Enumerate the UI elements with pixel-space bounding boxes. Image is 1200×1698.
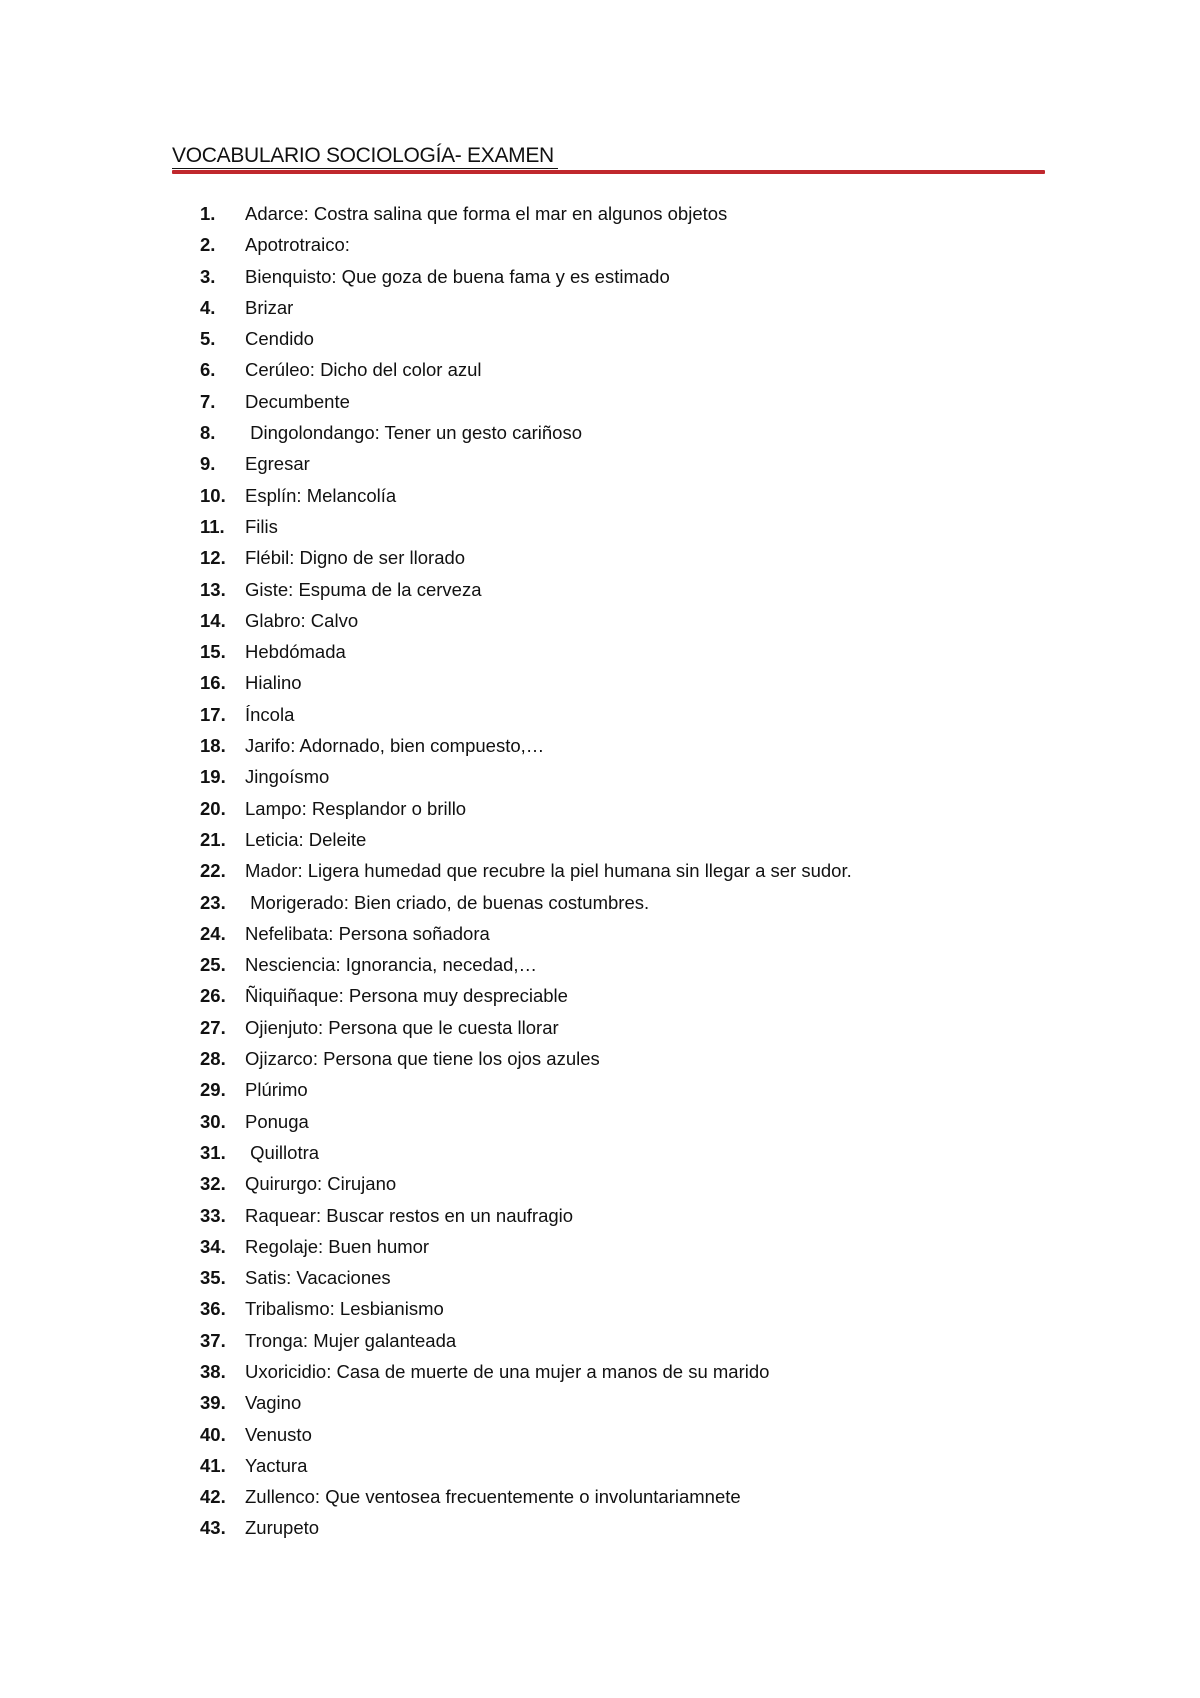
list-item-text: Decumbente bbox=[245, 390, 350, 412]
list-item-text: Nesciencia: Ignorancia, necedad,… bbox=[245, 954, 538, 976]
list-item-text: Jingoísmo bbox=[245, 766, 330, 788]
list-item-text: Raquear: Buscar restos en un naufragio bbox=[245, 1204, 574, 1226]
list-item-text: Apotrotraico: bbox=[245, 234, 350, 256]
list-item bbox=[200, 198, 852, 229]
list-item bbox=[200, 1419, 852, 1450]
list-item-number: 13. bbox=[200, 578, 226, 600]
list-item bbox=[200, 511, 852, 542]
list-item bbox=[200, 229, 852, 260]
list-item-text: Leticia: Deleite bbox=[245, 828, 367, 850]
list-item bbox=[200, 1200, 852, 1231]
list-item-number: 34. bbox=[200, 1235, 226, 1257]
list-item-number: 31. bbox=[200, 1141, 226, 1163]
list-item bbox=[200, 855, 852, 886]
list-item bbox=[200, 1074, 852, 1105]
list-item bbox=[200, 949, 852, 980]
list-item-number: 41. bbox=[200, 1454, 226, 1476]
list-item bbox=[200, 480, 852, 511]
list-item-number: 11. bbox=[200, 515, 225, 537]
list-item bbox=[200, 887, 852, 918]
list-item-number: 16. bbox=[200, 672, 226, 694]
list-item bbox=[200, 699, 852, 730]
list-item-number: 4. bbox=[200, 296, 216, 318]
list-item-text: Morigerado: Bien criado, de buenas costumbres. bbox=[245, 891, 650, 913]
list-item-number: 5. bbox=[200, 328, 216, 350]
list-item bbox=[200, 292, 852, 323]
list-item-text: Mador: Ligera humedad que recubre la piel humana sin llegar a ser sudor. bbox=[245, 860, 852, 882]
list-item-text: Filis bbox=[245, 515, 278, 537]
list-item-text: Cendido bbox=[245, 328, 314, 350]
list-item bbox=[200, 1356, 852, 1387]
list-item-text: Esplín: Melancolía bbox=[245, 484, 397, 506]
list-item bbox=[200, 1387, 852, 1418]
list-item-text: Ñiquiñaque: Persona muy despreciable bbox=[245, 985, 568, 1007]
list-item-text: Tribalismo: Lesbianismo bbox=[245, 1298, 444, 1320]
list-item-number: 10. bbox=[200, 484, 226, 506]
list-item-text: Tronga: Mujer galanteada bbox=[245, 1329, 457, 1351]
list-item bbox=[200, 1450, 852, 1481]
list-item-text: Jarifo: Adornado, bien compuesto,… bbox=[245, 735, 545, 757]
list-item-number: 43. bbox=[200, 1517, 226, 1539]
title-underline bbox=[172, 168, 558, 169]
list-item-text: Hebdómada bbox=[245, 641, 346, 663]
list-item-text: Zullenco: Que ventosea frecuentemente o involuntariamnete bbox=[245, 1486, 741, 1508]
list-item-number: 39. bbox=[200, 1392, 226, 1414]
list-item bbox=[200, 417, 852, 448]
list-item-text: Flébil: Digno de ser llorado bbox=[245, 547, 466, 569]
list-item bbox=[200, 574, 852, 605]
list-item-text: Nefelibata: Persona soñadora bbox=[245, 922, 490, 944]
list-item bbox=[200, 261, 852, 292]
list-item bbox=[200, 980, 852, 1011]
list-item bbox=[200, 1137, 852, 1168]
list-item-number: 21. bbox=[200, 828, 226, 850]
list-item-text: Quirurgo: Cirujano bbox=[245, 1173, 397, 1195]
list-item bbox=[200, 354, 852, 385]
list-item-number: 26. bbox=[200, 985, 226, 1007]
list-item-number: 19. bbox=[200, 766, 226, 788]
list-item-text: Zurupeto bbox=[245, 1517, 320, 1539]
list-item-text: Satis: Vacaciones bbox=[245, 1267, 391, 1289]
list-item bbox=[200, 1106, 852, 1137]
list-item bbox=[200, 605, 852, 636]
list-item-text: Dingolondango: Tener un gesto cariñoso bbox=[245, 422, 583, 444]
list-item-text: Regolaje: Buen humor bbox=[245, 1235, 430, 1257]
list-item bbox=[200, 1168, 852, 1199]
list-item-text: Quillotra bbox=[245, 1141, 320, 1163]
list-item-text: Uxoricidio: Casa de muerte de una mujer a manos de su marido bbox=[245, 1360, 770, 1382]
list-item-number: 30. bbox=[200, 1110, 226, 1132]
list-item-text: Bienquisto: Que goza de buena fama y es estimado bbox=[245, 265, 670, 287]
list-item-text: Venusto bbox=[245, 1423, 312, 1445]
list-item bbox=[200, 918, 852, 949]
list-item bbox=[200, 542, 852, 573]
list-item bbox=[200, 1262, 852, 1293]
list-item-text: Ojienjuto: Persona que le cuesta llorar bbox=[245, 1016, 559, 1038]
list-item bbox=[200, 1293, 852, 1324]
list-item-number: 25. bbox=[200, 954, 226, 976]
list-item-number: 29. bbox=[200, 1079, 226, 1101]
list-item-number: 12. bbox=[200, 547, 226, 569]
list-item-number: 33. bbox=[200, 1204, 226, 1226]
list-item-number: 40. bbox=[200, 1423, 226, 1445]
list-item bbox=[200, 730, 852, 761]
list-item-number: 32. bbox=[200, 1173, 226, 1195]
list-item bbox=[200, 824, 852, 855]
list-item-text: Yactura bbox=[245, 1454, 308, 1476]
list-item-number: 42. bbox=[200, 1486, 226, 1508]
list-item bbox=[200, 761, 852, 792]
list-item-number: 22. bbox=[200, 860, 226, 882]
list-item-text: Hialino bbox=[245, 672, 302, 694]
list-item-text: Vagino bbox=[245, 1392, 302, 1414]
list-item-number: 8. bbox=[200, 422, 216, 444]
list-item-number: 2. bbox=[200, 234, 216, 256]
list-item-number: 36. bbox=[200, 1298, 226, 1320]
list-item-text: Brizar bbox=[245, 296, 294, 318]
list-item-text: Giste: Espuma de la cerveza bbox=[245, 578, 482, 600]
list-item-text: Íncola bbox=[245, 703, 295, 725]
list-item bbox=[200, 1231, 852, 1262]
page-title: VOCABULARIO SOCIOLOGÍA- EXAMEN bbox=[172, 144, 554, 167]
list-item bbox=[200, 667, 852, 698]
list-item-number: 17. bbox=[200, 703, 226, 725]
list-item-number: 20. bbox=[200, 797, 226, 819]
list-item-text: Glabro: Calvo bbox=[245, 609, 359, 631]
list-item-text: Egresar bbox=[245, 453, 310, 475]
vocabulary-list bbox=[200, 198, 852, 1544]
list-item-number: 3. bbox=[200, 265, 216, 287]
list-item-text: Plúrimo bbox=[245, 1079, 308, 1101]
list-item bbox=[200, 636, 852, 667]
list-item-number: 18. bbox=[200, 735, 226, 757]
list-item-text: Ojizarco: Persona que tiene los ojos azules bbox=[245, 1048, 600, 1070]
list-item bbox=[200, 1512, 852, 1543]
list-item bbox=[200, 323, 852, 354]
list-item-number: 35. bbox=[200, 1267, 226, 1289]
list-item bbox=[200, 448, 852, 479]
list-item-text: Ponuga bbox=[245, 1110, 309, 1132]
list-item-number: 7. bbox=[200, 390, 216, 412]
list-item-text: Cerúleo: Dicho del color azul bbox=[245, 359, 482, 381]
list-item-number: 28. bbox=[200, 1048, 226, 1070]
list-item-number: 23. bbox=[200, 891, 226, 913]
list-item-number: 14. bbox=[200, 609, 226, 631]
list-item bbox=[200, 1481, 852, 1512]
list-item-number: 37. bbox=[200, 1329, 226, 1351]
list-item bbox=[200, 386, 852, 417]
list-item bbox=[200, 793, 852, 824]
list-item-number: 27. bbox=[200, 1016, 226, 1038]
list-item-number: 6. bbox=[200, 359, 216, 381]
title-rule bbox=[172, 170, 1045, 174]
list-item-number: 1. bbox=[200, 203, 216, 224]
list-item bbox=[200, 1043, 852, 1074]
list-item-number: 9. bbox=[200, 453, 216, 475]
list-item bbox=[200, 1012, 852, 1043]
list-item bbox=[200, 1325, 852, 1356]
list-item-text: Lampo: Resplandor o brillo bbox=[245, 797, 467, 819]
list-item-number: 24. bbox=[200, 922, 226, 944]
list-item-number: 15. bbox=[200, 641, 226, 663]
list-item-number: 38. bbox=[200, 1360, 226, 1382]
list-item-text: Adarce: Costra salina que forma el mar en algunos objetos bbox=[245, 203, 728, 224]
